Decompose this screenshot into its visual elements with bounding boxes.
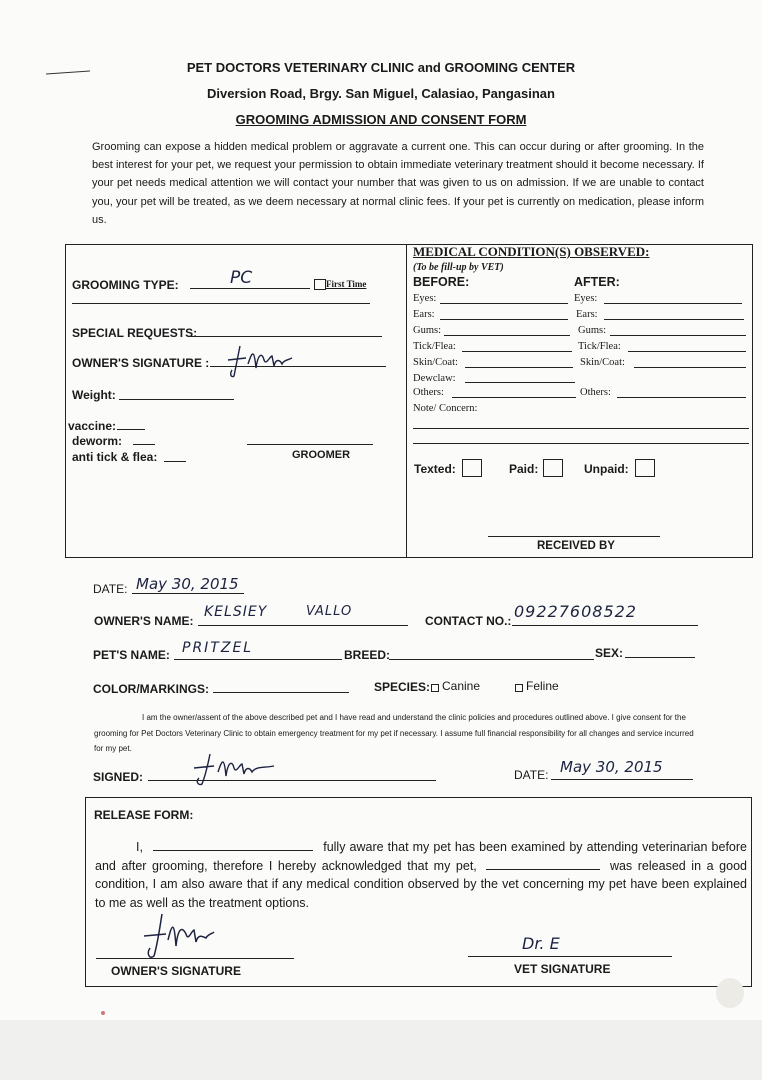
unpaid-label: Unpaid: [584, 462, 629, 476]
owner-name-label: OWNER'S NAME: [94, 614, 194, 628]
first-time-label: First Time [326, 279, 367, 289]
deworm-field[interactable] [133, 444, 155, 445]
date2-value: May 30, 2015 [560, 758, 663, 776]
release-owner-sig-line[interactable] [96, 958, 294, 959]
signed-scribble [190, 752, 280, 788]
canine-label: Canine [442, 679, 481, 693]
stray-dot [101, 1011, 105, 1015]
before-dewclaw: Dewclaw: [413, 373, 456, 384]
before-skin-coat-field[interactable] [465, 367, 573, 368]
release-pet-field[interactable] [486, 857, 600, 870]
anti-tick-field[interactable] [164, 461, 186, 462]
owner-last-name: VALLO [306, 604, 353, 619]
after-skin-coat: Skin/Coat: [580, 357, 625, 368]
vet-signature-value: Dr. E [522, 934, 560, 953]
pet-name-field[interactable] [174, 659, 342, 660]
texted-label: Texted: [414, 462, 456, 476]
medical-title: MEDICAL CONDITION(S) OBSERVED: [413, 244, 650, 259]
weight-field[interactable] [119, 399, 234, 400]
before-others: Others: [413, 387, 444, 398]
contact-field[interactable] [512, 625, 698, 626]
before-skin-coat: Skin/Coat: [413, 357, 458, 368]
intro-paragraph: Grooming can expose a hidden medical problem or aggravate a current one. This can occur during or after grooming. In the best interest for your pet, we request your permission to obtain immediate veterinary treatment should it become necessary. If your pet needs medical attention we will contact your number that was given to us on admission. If we are unable to contact you, your pet will be treated, as we deem necessary at normal clinic fees. If your pet is currently on medication, please inform us. [92, 141, 704, 226]
bottom-margin [0, 1020, 762, 1080]
contact-label: CONTACT NO.: [425, 614, 512, 628]
note-concern-label: Note/ Concern: [413, 403, 478, 414]
feline-label: Feline [526, 679, 559, 693]
pet-name-label: PET'S NAME: [93, 648, 170, 662]
groomer-line[interactable] [247, 444, 373, 445]
paper-stain [716, 978, 744, 1008]
before-tick-flea: Tick/Flea: [413, 341, 456, 352]
after-ears-field[interactable] [604, 319, 744, 320]
release-owner-sig-label: OWNER'S SIGNATURE [111, 964, 241, 978]
before-eyes-field[interactable] [440, 303, 568, 304]
release-body-3: was released in a good condition, I am also aware that if any medical condition observed by the vet concerning my pet have been explained to me as well as the treatment options. [95, 858, 747, 910]
deworm-label: deworm: [72, 434, 123, 448]
vaccine-field[interactable] [117, 429, 145, 430]
sex-label: SEX: [595, 646, 624, 660]
breed-field[interactable] [389, 659, 594, 660]
before-dewclaw-field[interactable] [465, 382, 575, 383]
vet-sig-label: VET SIGNATURE [514, 962, 611, 976]
paid-label: Paid: [509, 462, 539, 476]
release-title: RELEASE FORM: [94, 808, 194, 822]
groomer-label: GROOMER [292, 449, 351, 461]
before-ears-field[interactable] [440, 319, 568, 320]
before-ears: Ears: [413, 309, 435, 320]
after-skin-coat-field[interactable] [634, 367, 746, 368]
release-body-2: fully aware that my pet has been examined by attending veterinarian before and after grooming, therefore I hereby acknowledged that my pet, [95, 840, 747, 873]
sex-field[interactable] [625, 657, 695, 658]
date-value: May 30, 2015 [136, 575, 239, 593]
after-gums: Gums: [578, 325, 607, 336]
medical-subtitle: (To be fill-up by VET) [413, 262, 504, 273]
vaccine-label: vaccine: [68, 419, 117, 433]
texted-checkbox[interactable] [462, 459, 482, 477]
signed-label: SIGNED: [93, 770, 144, 784]
after-tick-flea-field[interactable] [628, 351, 746, 352]
before-eyes: Eyes: [413, 293, 437, 304]
form-title: GROOMING ADMISSION AND CONSENT FORM [235, 112, 527, 127]
after-eyes-field[interactable] [604, 303, 742, 304]
feline-checkbox[interactable] [515, 684, 523, 692]
release-paragraph [95, 838, 747, 912]
unpaid-checkbox[interactable] [635, 459, 655, 477]
clinic-address: Diversion Road, Brgy. San Miguel, Calasiao, Pangasinan [207, 86, 555, 101]
color-markings-label: COLOR/MARKINGS: [93, 682, 209, 696]
clinic-name: PET DOCTORS VETERINARY CLINIC and GROOMING CENTER [186, 60, 576, 75]
received-by-line[interactable] [488, 536, 660, 537]
species-label: SPECIES: [374, 680, 431, 694]
after-label: AFTER: [574, 275, 620, 289]
received-by-label: RECEIVED BY [537, 540, 615, 552]
after-eyes: Eyes: [574, 293, 598, 304]
consent-paragraph: I am the owner/assent of the above described pet and I have read and understand the clinic policies and procedures outlined above. I give consent for the grooming for Pet Doctors Veterinary Clinic to obtain emergency treatment for my pet if necessary. I assume full financial responsibility for all changes and service incurred for my pet. [94, 713, 694, 753]
after-others-field[interactable] [617, 397, 746, 398]
date-label: DATE: [93, 582, 128, 596]
note-line-1[interactable] [413, 428, 749, 429]
before-gums-field[interactable] [444, 335, 570, 336]
grooming-type-label: GROOMING TYPE: [72, 278, 179, 292]
date-field[interactable] [132, 593, 244, 594]
after-others: Others: [580, 387, 611, 398]
date2-label: DATE: [514, 768, 549, 782]
vet-sig-line[interactable] [468, 956, 672, 957]
grooming-type-value: PC [230, 268, 253, 288]
breed-label: BREED: [344, 648, 391, 662]
special-requests-field[interactable] [188, 336, 382, 337]
release-owner-scribble [140, 912, 216, 962]
before-label: BEFORE: [413, 275, 470, 289]
special-requests-label: SPECIAL REQUESTS: [72, 326, 198, 340]
before-tick-flea-field[interactable] [462, 351, 572, 352]
note-line-2[interactable] [413, 443, 749, 444]
owner-signature-scribble [226, 342, 296, 380]
weight-label: Weight: [72, 388, 116, 402]
owner-signature-label: OWNER'S SIGNATURE : [72, 356, 210, 370]
contact-value: 09227608522 [514, 602, 637, 621]
first-time-checkbox[interactable] [314, 279, 326, 290]
release-i: I, [136, 840, 143, 854]
grooming-type-field[interactable] [190, 288, 310, 289]
color-markings-field[interactable] [213, 692, 349, 693]
canine-checkbox[interactable] [431, 684, 439, 692]
after-tick-flea: Tick/Flea: [578, 341, 621, 352]
anti-tick-label: anti tick & flea: [72, 450, 158, 464]
owner-name-field[interactable] [198, 625, 408, 626]
after-ears: Ears: [576, 309, 598, 320]
before-gums: Gums: [413, 325, 442, 336]
release-name-field[interactable] [153, 838, 313, 851]
paid-checkbox[interactable] [543, 459, 563, 477]
grooming-type-line-2 [72, 303, 370, 304]
after-gums-field[interactable] [610, 335, 746, 336]
date2-field[interactable] [551, 779, 693, 780]
pet-name-value: PRITZEL [182, 640, 254, 656]
box-divider [406, 245, 407, 557]
before-others-field[interactable] [452, 397, 576, 398]
owner-first-name: KELSIEY [204, 604, 268, 620]
